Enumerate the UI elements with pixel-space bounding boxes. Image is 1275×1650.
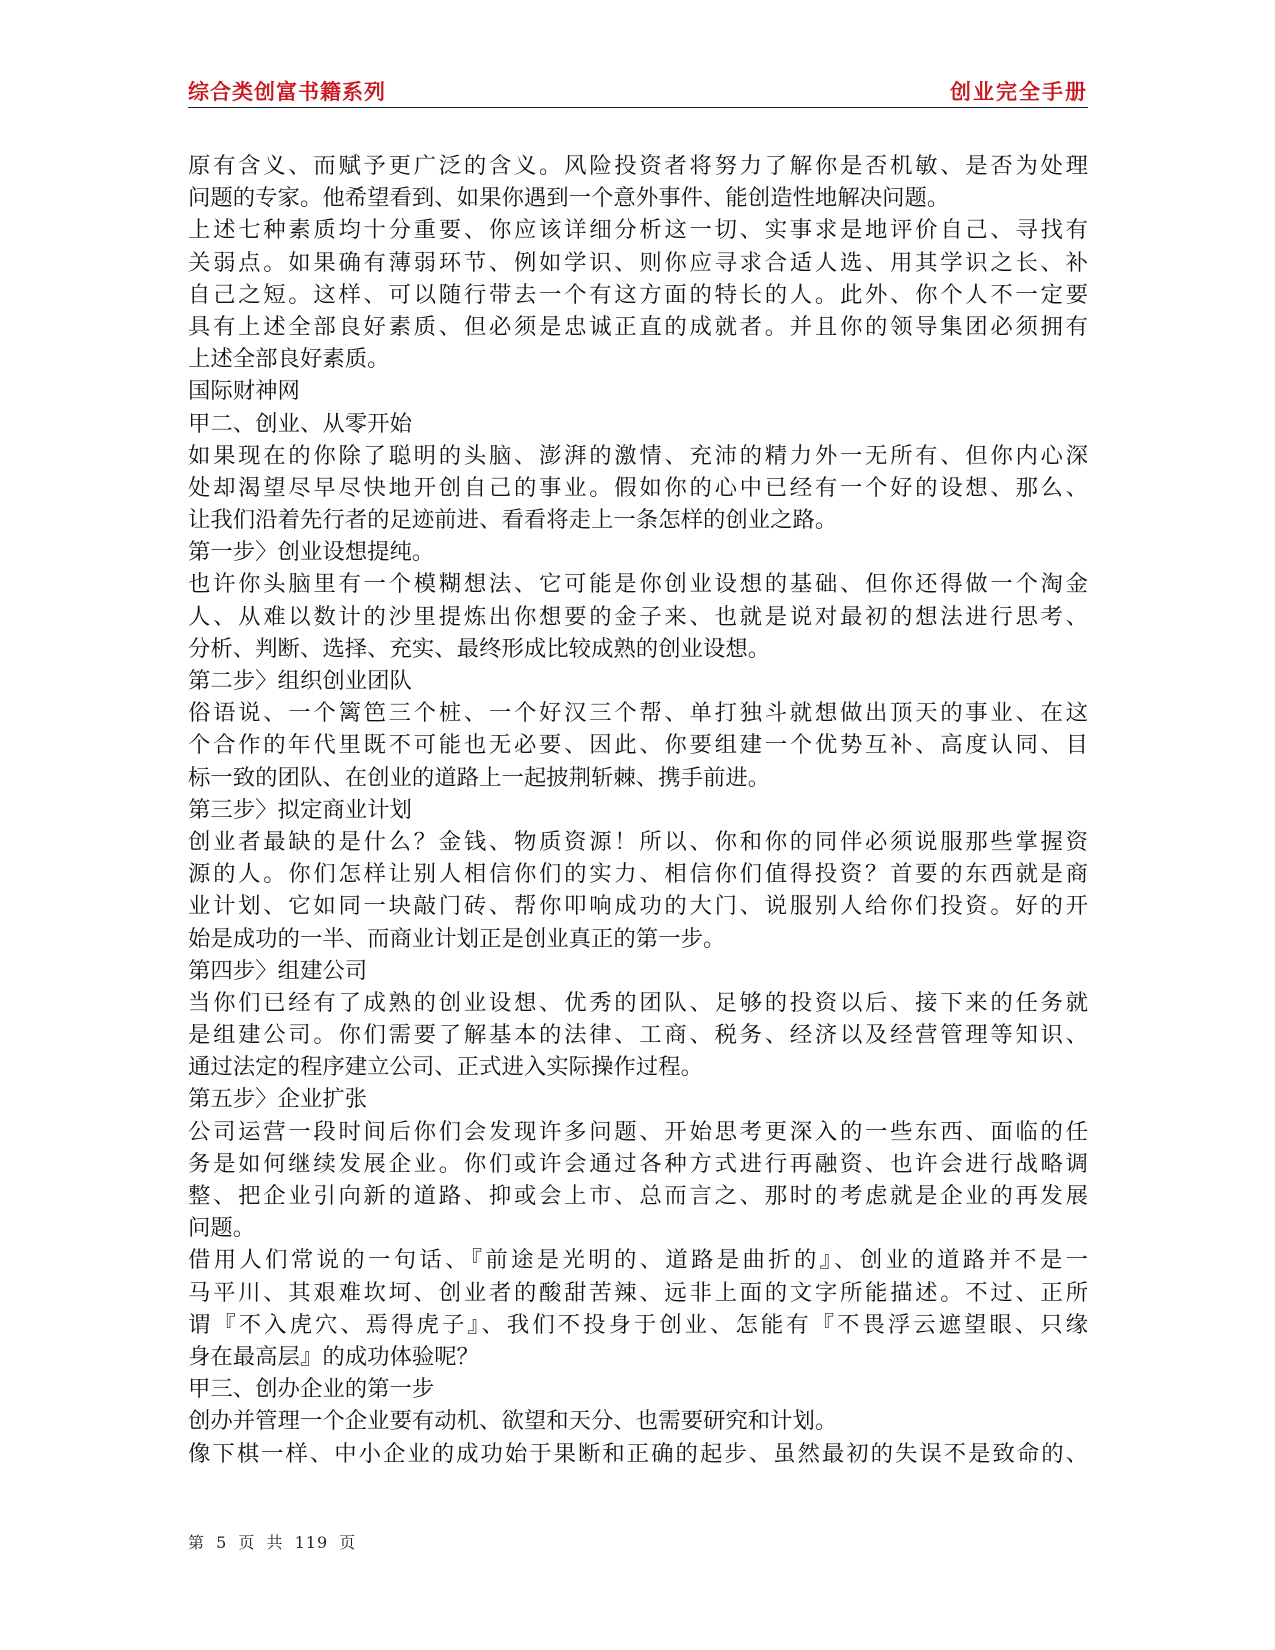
text-line: 上述七种素质均十分重要、你应该详细分析这一切、实事求是地评价自己、寻找有 — [188, 217, 1088, 244]
text-line: 始是成功的一半、而商业计划正是创业真正的第一步。 — [188, 925, 726, 952]
text-line: 处却渴望尽早尽快地开创自己的事业。假如你的心中已经有一个好的设想、那么、 — [188, 474, 1088, 501]
text-line: 俗语说、一个篱笆三个桩、一个好汉三个帮、单打独斗就想做出顶天的事业、在这 — [188, 700, 1088, 727]
total-pages: 119 — [294, 1533, 329, 1552]
text-line: 身在最高层』的成功体验呢？ — [188, 1343, 480, 1370]
footer-prefix: 第 — [188, 1533, 206, 1552]
document-body — [188, 150, 1088, 1470]
text-line: 创办并管理一个企业要有动机、欲望和天分、也需要研究和计划。 — [188, 1408, 838, 1435]
text-line: 第一步〉创业设想提纯。 — [188, 539, 435, 566]
text-line: 上述全部良好素质。 — [188, 346, 390, 373]
text-line: 第三步〉拟定商业计划 — [188, 796, 412, 823]
text-line: 具有上述全部良好素质、但必须是忠诚正直的成就者。并且你的领导集团必须拥有 — [188, 313, 1088, 340]
footer-total-word: 共 — [266, 1533, 284, 1552]
header-divider — [188, 107, 1088, 108]
text-line: 当你们已经有了成熟的创业设想、优秀的团队、足够的投资以后、接下来的任务就 — [188, 989, 1088, 1016]
text-line: 务是如何继续发展企业。你们或许会通过各种方式进行再融资、也许会进行战略调 — [188, 1150, 1088, 1177]
text-line: 源的人。你们怎样让别人相信你们的实力、相信你们值得投资？首要的东西就是商 — [188, 861, 1088, 888]
page-number: 5 — [216, 1533, 228, 1552]
text-line: 原有含义、而赋予更广泛的含义。风险投资者将努力了解你是否机敏、是否为处理 — [188, 153, 1088, 179]
text-line: 也许你头脑里有一个模糊想法、它可能是你创业设想的基础、但你还得做一个淘金 — [188, 571, 1088, 598]
text-line: 像下棋一样、中小企业的成功始于果断和正确的起步、虽然最初的失误不是致命的、 — [188, 1440, 1088, 1467]
page-footer — [188, 1530, 361, 1553]
page-header — [188, 76, 1088, 104]
text-line: 国际财神网 — [188, 378, 300, 405]
footer-suffix: 页 — [339, 1533, 357, 1552]
text-line: 马平川、其艰难坎坷、创业者的酸甜苦辣、远非上面的文字所能描述。不过、正所 — [188, 1279, 1088, 1306]
text-line: 自己之短。这样、可以随行带去一个有这方面的特长的人。此外、你个人不一定要 — [188, 281, 1088, 308]
text-line: 关弱点。如果确有薄弱环节、例如学识、则你应寻求合适人选、用其学识之长、补 — [188, 249, 1088, 276]
text-line: 人、从难以数计的沙里提炼出你想要的金子来、也就是说对最初的想法进行思考、 — [188, 603, 1088, 630]
text-line: 分析、判断、选择、充实、最终形成比较成熟的创业设想。 — [188, 635, 771, 662]
text-line: 问题。 — [188, 1215, 256, 1242]
text-line: 第二步〉组织创业团队 — [188, 668, 412, 694]
text-line: 标一致的团队、在创业的道路上一起披荆斩棘、携手前进。 — [188, 764, 771, 791]
text-line: 第四步〉组建公司 — [188, 957, 368, 984]
text-line: 公司运营一段时间后你们会发现许多问题、开始思考更深入的一些东西、面临的任 — [188, 1118, 1088, 1145]
text-line: 第五步〉企业扩张 — [188, 1086, 368, 1113]
text-line: 问题的专家。他希望看到、如果你遇到一个意外事件、能创造性地解决问题。 — [188, 185, 950, 212]
text-line: 创业者最缺的是什么？金钱、物质资源！所以、你和你的同伴必须说服那些掌握资 — [188, 828, 1088, 855]
text-line: 如果现在的你除了聪明的头脑、澎湃的激情、充沛的精力外一无所有、但你内心深 — [188, 442, 1088, 469]
text-line: 通过法定的程序建立公司、正式进入实际操作过程。 — [188, 1054, 703, 1081]
text-line: 整、把企业引向新的道路、抑或会上市、总而言之、那时的考虑就是企业的再发展 — [188, 1183, 1088, 1209]
book-title: 创业完全手册 — [950, 80, 1088, 104]
series-title: 综合类创富书籍系列 — [188, 80, 386, 104]
text-line: 甲二、创业、从零开始 — [188, 410, 412, 437]
text-line: 让我们沿着先行者的足迹前进、看看将走上一条怎样的创业之路。 — [188, 507, 838, 534]
text-line: 甲三、创办企业的第一步 — [188, 1376, 435, 1403]
footer-page-word: 页 — [238, 1533, 256, 1552]
text-line: 业计划、它如同一块敲门砖、帮你叩响成功的大门、说服别人给你们投资。好的开 — [188, 893, 1088, 920]
text-line: 谓『不入虎穴、焉得虎子』、我们不投身于创业、怎能有『不畏浮云遮望眼、只缘 — [188, 1311, 1088, 1338]
text-line: 是组建公司。你们需要了解基本的法律、工商、税务、经济以及经营管理等知识、 — [188, 1022, 1088, 1049]
text-line: 个合作的年代里既不可能也无必要、因此、你要组建一个优势互补、高度认同、目 — [188, 732, 1088, 759]
text-line: 借用人们常说的一句话、『前途是光明的、道路是曲折的』、创业的道路并不是一 — [188, 1247, 1088, 1274]
